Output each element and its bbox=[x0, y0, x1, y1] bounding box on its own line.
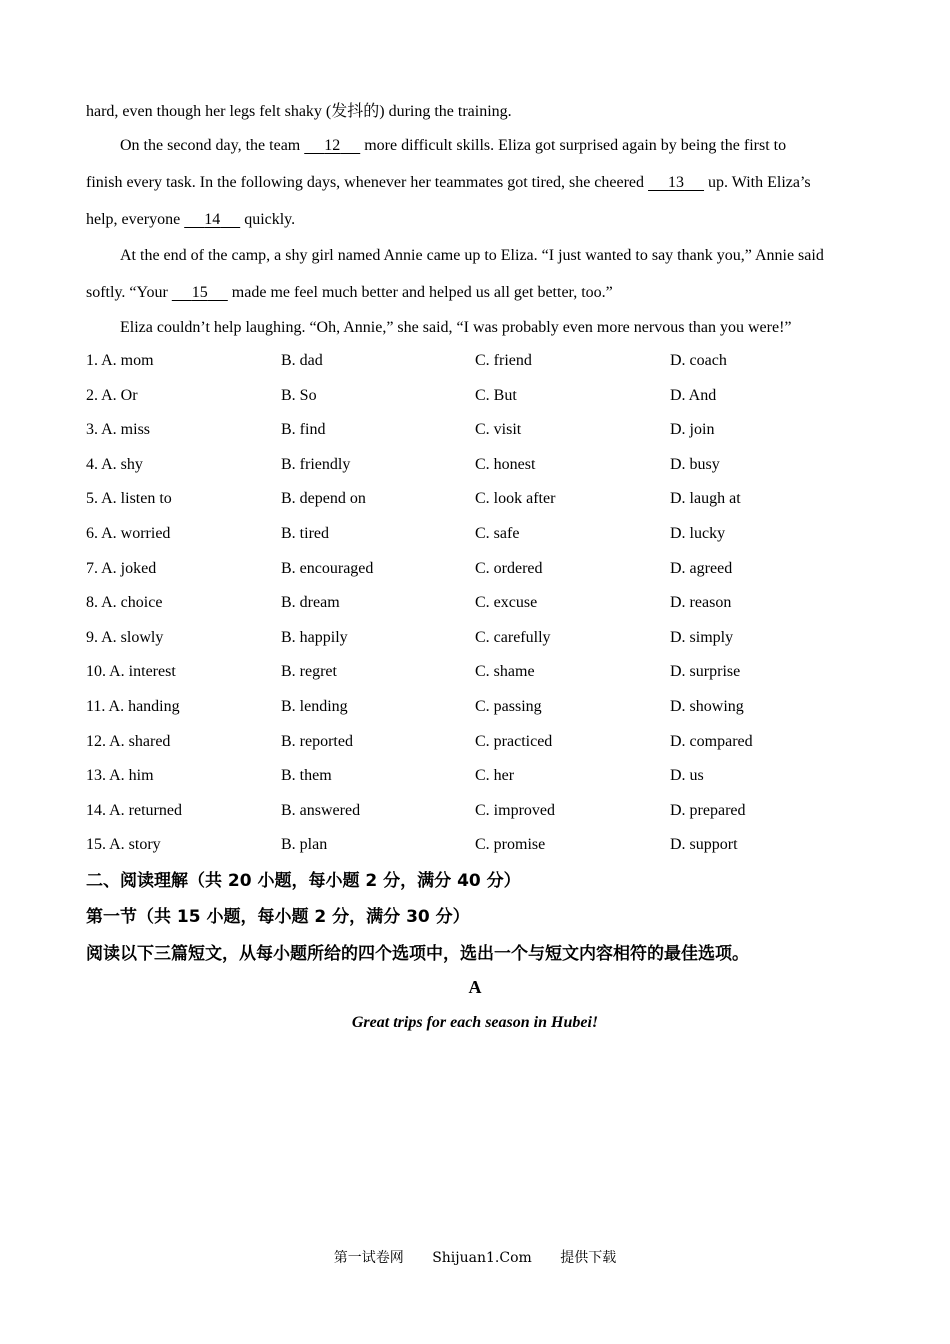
question-row bbox=[86, 657, 866, 687]
option-b: B. encouraged bbox=[281, 559, 374, 577]
question-row bbox=[86, 554, 866, 584]
option-a: 8. A. choice bbox=[86, 594, 163, 612]
option-c: C. practiced bbox=[475, 732, 553, 750]
option-a: 14. A. returned bbox=[86, 801, 182, 819]
page-footer bbox=[0, 1247, 950, 1267]
question-row bbox=[86, 796, 866, 826]
option-d: D. busy bbox=[670, 455, 720, 473]
question-row bbox=[86, 727, 866, 757]
option-b: B. reported bbox=[281, 732, 353, 750]
blank-12: 12 bbox=[324, 137, 341, 154]
passage-a-title: Great trips for each season in Hubei! bbox=[351, 1014, 599, 1031]
question-row bbox=[86, 415, 866, 445]
option-a: 12. A. shared bbox=[86, 732, 171, 750]
option-b: B. answered bbox=[281, 801, 361, 819]
section-heading-reading: 二、阅读理解（共 20 小题，每小题 2 分，满分 40 分） bbox=[86, 871, 521, 891]
option-b: B. happily bbox=[281, 628, 348, 646]
option-d: D. us bbox=[670, 767, 704, 785]
option-a: 13. A. him bbox=[86, 767, 154, 785]
option-c: C. her bbox=[475, 767, 515, 785]
passage-label-a: A bbox=[468, 977, 482, 997]
option-a: 7. A. joked bbox=[86, 559, 157, 577]
question-row bbox=[86, 623, 866, 653]
option-c: C. ordered bbox=[475, 559, 543, 577]
option-b: B. tired bbox=[281, 525, 329, 542]
question-row bbox=[86, 692, 866, 722]
option-d: D. showing bbox=[670, 698, 744, 715]
option-a: 5. A. listen to bbox=[86, 490, 172, 508]
question-row bbox=[86, 450, 866, 480]
option-b: B. dad bbox=[281, 352, 323, 369]
option-b: B. regret bbox=[281, 663, 337, 681]
option-c: C. honest bbox=[475, 455, 536, 473]
option-b: B. So bbox=[281, 386, 317, 404]
option-b: B. depend on bbox=[281, 490, 366, 508]
passage-paragraph-2: On the second day, the team 12 more difficult skills. Eliza got surprised again by being the first to finish every task. In the following days, whenever her teammates got tired, she cheered 13 up. With Eliza’s help, everyone 14 quickly. bbox=[86, 127, 866, 238]
question-row bbox=[86, 830, 866, 860]
option-c: C. promise bbox=[475, 836, 546, 854]
option-d: D. lucky bbox=[670, 525, 726, 542]
option-a: 2. A. Or bbox=[86, 386, 138, 404]
option-c: C. friend bbox=[475, 352, 532, 369]
passage-paragraph-4: Eliza couldn’t help laughing. “Oh, Annie,” she said, “I was probably even more nervous than you were!” bbox=[120, 319, 792, 336]
blank-15: 15 bbox=[191, 284, 208, 301]
option-d: D. support bbox=[670, 836, 738, 854]
passage-line-1: hard, even though her legs felt shaky (发抖的) during the training. bbox=[86, 103, 512, 120]
option-b: B. dream bbox=[281, 594, 340, 612]
question-row bbox=[86, 381, 866, 411]
question-row bbox=[86, 519, 866, 549]
option-c: C. safe bbox=[475, 525, 520, 542]
option-a: 15. A. story bbox=[86, 836, 161, 854]
question-row bbox=[86, 588, 866, 618]
option-d: D. prepared bbox=[670, 801, 746, 819]
footer-site-en: Shijuan1.Com bbox=[432, 1250, 532, 1266]
option-b: B. find bbox=[281, 421, 326, 439]
question-row bbox=[86, 484, 866, 514]
option-a: 4. A. shy bbox=[86, 455, 143, 473]
option-a: 11. A. handing bbox=[86, 698, 180, 715]
question-row bbox=[86, 346, 866, 376]
question-row bbox=[86, 761, 866, 791]
option-c: C. improved bbox=[475, 801, 555, 819]
option-a: 10. A. interest bbox=[86, 663, 176, 681]
option-d: D. agreed bbox=[670, 559, 733, 577]
footer-download: 提供下载 bbox=[560, 1250, 617, 1266]
blank-13: 13 bbox=[668, 174, 685, 191]
option-b: B. plan bbox=[281, 836, 328, 854]
option-c: C. look after bbox=[475, 490, 556, 508]
option-d: D. compared bbox=[670, 732, 753, 750]
option-c: C. carefully bbox=[475, 628, 551, 646]
blank-14: 14 bbox=[204, 211, 221, 228]
option-b: B. them bbox=[281, 767, 332, 785]
option-d: D. surprise bbox=[670, 663, 741, 681]
option-d: D. laugh at bbox=[670, 490, 741, 508]
footer-site-cn: 第一试卷网 bbox=[333, 1250, 404, 1266]
option-d: D. coach bbox=[670, 352, 727, 369]
section-instruction: 阅读以下三篇短文，从每小题所给的四个选项中，选出一个与短文内容相符的最佳选项。 bbox=[86, 944, 749, 964]
option-a: 1. A. mom bbox=[86, 352, 154, 369]
option-c: C. visit bbox=[475, 421, 522, 439]
option-d: D. simply bbox=[670, 628, 734, 646]
section-heading-part-1: 第一节（共 15 小题，每小题 2 分，满分 30 分） bbox=[86, 907, 470, 927]
option-c: C. excuse bbox=[475, 594, 538, 612]
option-a: 3. A. miss bbox=[86, 421, 151, 439]
option-c: C. shame bbox=[475, 663, 535, 681]
option-d: D. join bbox=[670, 421, 715, 439]
passage-paragraph-3: At the end of the camp, a shy girl named Annie came up to Eliza. “I just wanted to say thank you,” Annie said softly. “Your 15 made me feel much better and helped us all get better, too.” bbox=[86, 237, 866, 311]
option-c: C. passing bbox=[475, 698, 542, 715]
option-c: C. But bbox=[475, 386, 517, 404]
option-d: D. reason bbox=[670, 594, 732, 612]
option-a: 6. A. worried bbox=[86, 525, 171, 542]
option-a: 9. A. slowly bbox=[86, 628, 164, 646]
option-b: B. friendly bbox=[281, 455, 351, 473]
option-d: D. And bbox=[670, 386, 717, 404]
option-b: B. lending bbox=[281, 698, 348, 715]
